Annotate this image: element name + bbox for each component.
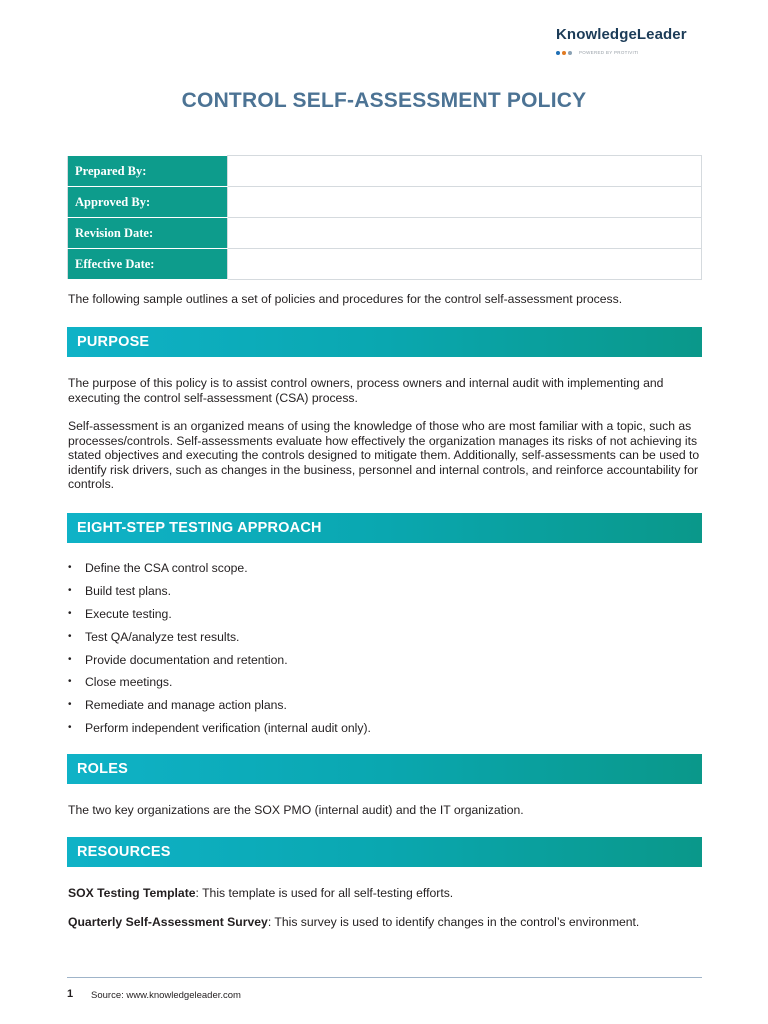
meta-label: Approved By: (68, 187, 228, 218)
bullet-icon: • (68, 607, 72, 619)
step-text: Define the CSA control scope. (85, 561, 248, 575)
list-item (68, 698, 668, 721)
list-item (68, 721, 668, 744)
bullet-icon: • (68, 653, 72, 665)
step-text: Test QA/analyze test results. (85, 629, 240, 644)
knowledgeleader-logo (556, 26, 706, 55)
step-text: Execute testing. (85, 606, 172, 621)
meta-label: Prepared By: (68, 156, 228, 187)
document-title: CONTROL SELF-ASSESSMENT POLICY (181, 89, 587, 112)
bullet-icon: • (68, 699, 72, 711)
brand-name: KnowledgeLeader (556, 26, 687, 43)
resource-description: : This survey is used to identify changes in the control’s environment. (267, 915, 640, 929)
step-text: Build test plans. (85, 583, 172, 598)
section-heading-roles: ROLES (67, 754, 702, 784)
step-text: Perform independent verification (internal audit only). (85, 721, 371, 736)
intro-paragraph: The following sample outlines a set of policies and procedures for the control self-assessment process. (68, 292, 623, 306)
step-text: Provide documentation and retention. (85, 652, 288, 667)
bullet-icon: • (68, 676, 72, 688)
footer-divider (67, 977, 702, 978)
document-meta-table (67, 155, 702, 280)
list-item (68, 584, 668, 607)
brand-tagline: POWERED BY PROTIVITI (579, 50, 639, 55)
bullet-icon: • (68, 630, 72, 642)
list-item (68, 630, 668, 653)
meta-value-field[interactable] (228, 249, 702, 280)
page-number: 1 (67, 988, 74, 1000)
brand-subline (556, 50, 706, 55)
list-item (68, 561, 668, 584)
meta-value-field[interactable] (228, 218, 702, 249)
meta-value-field[interactable] (228, 187, 702, 218)
resource-description: : This template is used for all self-testing efforts. (195, 886, 454, 900)
brand-dot-grey-icon (568, 51, 572, 55)
step-text: Remediate and manage action plans. (85, 698, 287, 713)
meta-row-effective-date (68, 249, 702, 280)
resource-item-quarterly-survey (68, 915, 708, 930)
list-item (68, 675, 668, 698)
section-heading-testing-approach: EIGHT-STEP TESTING APPROACH (67, 513, 702, 543)
bullet-icon: • (68, 562, 72, 573)
meta-row-approved-by (68, 187, 702, 218)
bullet-icon: • (68, 584, 72, 596)
meta-label: Effective Date: (68, 249, 228, 280)
bullet-icon: • (68, 722, 72, 734)
resource-name: SOX Testing Template (68, 886, 196, 900)
meta-row-revision-date (68, 218, 702, 249)
resource-name: Quarterly Self-Assessment Survey (68, 915, 268, 929)
section-heading-resources: RESOURCES (67, 837, 702, 867)
purpose-paragraph-1: The purpose of this policy is to assist control owners, process owners and internal audit with implementing and executing the control self-assessment (CSA) process. (68, 376, 664, 405)
footer-source: Source: www.knowledgeleader.com (91, 990, 241, 1001)
meta-label: Revision Date: (68, 218, 228, 249)
list-item (68, 653, 668, 676)
meta-value-field[interactable] (228, 156, 702, 187)
resource-item-sox-testing-template (68, 886, 708, 901)
brand-dot-blue-icon (556, 51, 560, 55)
step-text: Close meetings. (85, 675, 173, 690)
meta-row-prepared-by (68, 156, 702, 187)
list-item (68, 607, 668, 630)
purpose-paragraph-2: Self-assessment is an organized means of using the knowledge of those who are most familiar with a topic, such as processes/controls. Self-assessments evaluate how effectively the organization manages its risks of not achieving its stated objectives and executing the controls designed to mitigate them. Additionally, self-assessments can be used to identify risk drivers, such as changes in the business, personnel and internal controls, and reinforce accountability for controls. (68, 419, 700, 492)
section-heading-purpose: PURPOSE (67, 327, 702, 357)
testing-steps-list (68, 561, 668, 744)
brand-dot-orange-icon (562, 51, 566, 55)
roles-paragraph: The two key organizations are the SOX PMO (internal audit) and the IT organization. (68, 803, 524, 817)
